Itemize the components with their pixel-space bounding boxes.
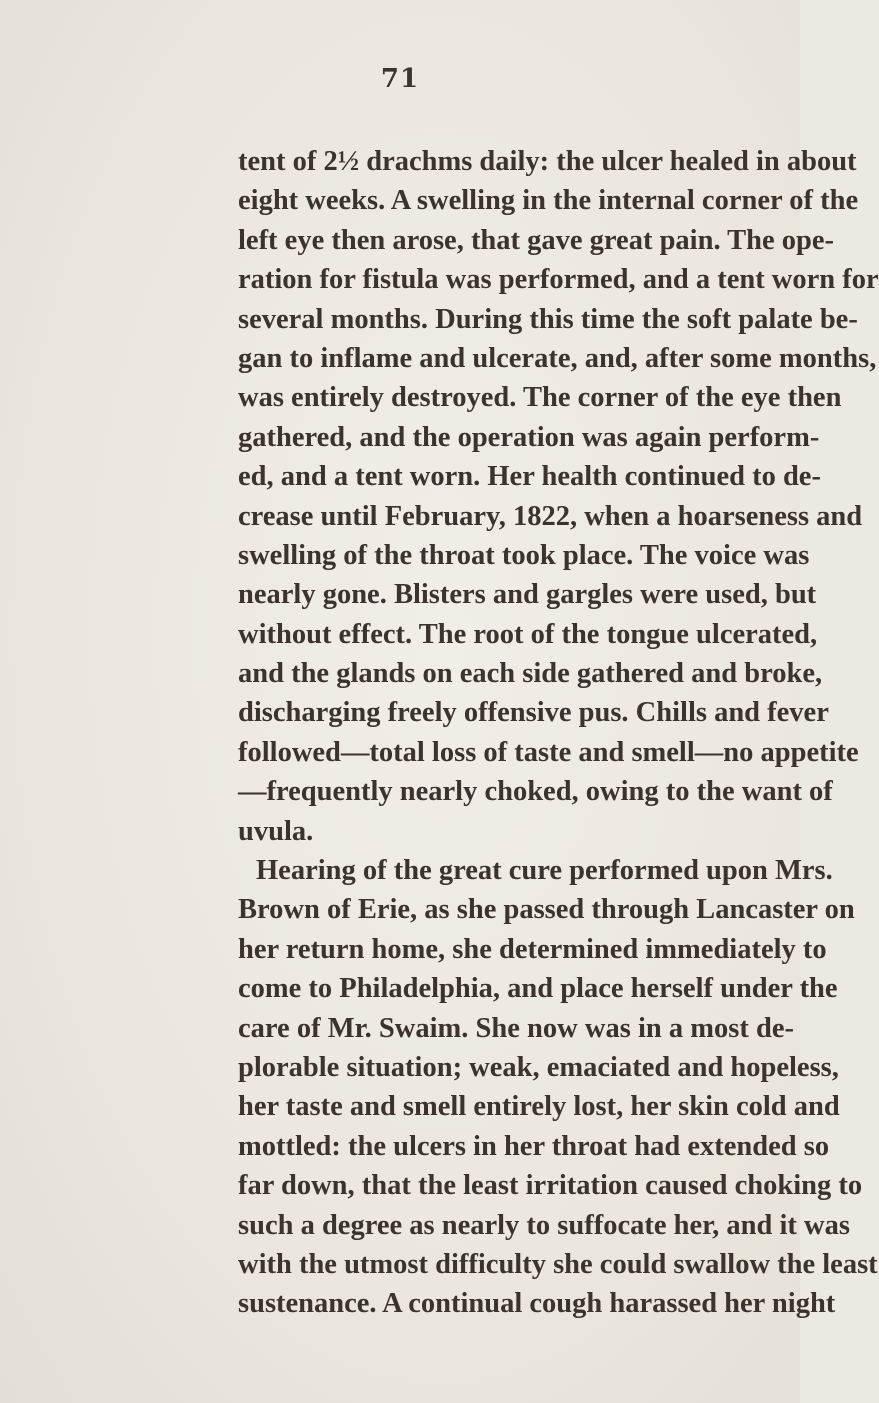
text-line: come to Philadelphia, and place herself under the — [238, 973, 838, 1005]
text-line: such a degree as nearly to suffocate her, and it was — [238, 1209, 850, 1241]
text-line: tent of 2½ drachms daily: the ulcer healed in about — [238, 146, 857, 177]
text-line: left eye then arose, that gave great pain. The ope- — [238, 224, 835, 256]
text-line: her return home, she determined immediately to — [238, 933, 827, 965]
body-text — [238, 142, 879, 1324]
text-line: sustenance. A continual cough harassed her night — [238, 1288, 836, 1320]
text-line: crease until February, 1822, when a hoarseness and — [238, 500, 863, 532]
text-line: followed—total loss of taste and smell—no appetite — [238, 736, 859, 768]
text-line: her taste and smell entirely lost, her skin cold and — [238, 1091, 840, 1123]
text-line: plorable situation; weak, emaciated and hopeless, — [238, 1051, 839, 1083]
text-line: far down, that the least irritation caused choking to — [238, 1170, 863, 1202]
text-line: —frequently nearly choked, owing to the want of — [238, 776, 833, 808]
text-line: swelling of the throat took place. The voice was — [238, 539, 810, 571]
text-line: and the glands on each side gathered and broke, — [238, 658, 823, 690]
page-number: 71 — [380, 64, 420, 94]
text-line: mottled: the ulcers in her throat had extended so — [238, 1130, 830, 1162]
text-line: Hearing of the great cure performed upon Mrs. — [256, 855, 833, 887]
text-line: eight weeks. A swelling in the internal corner of the — [238, 185, 859, 217]
text-line: gathered, and the operation was again perform- — [238, 421, 820, 453]
text-line: with the utmost difficulty she could swallow the least — [238, 1248, 878, 1280]
text-line: uvula. — [238, 815, 314, 847]
text-line: care of Mr. Swaim. She now was in a most de- — [238, 1012, 794, 1044]
text-line: discharging freely offensive pus. Chills and fever — [238, 697, 829, 729]
text-line: nearly gone. Blisters and gargles were used, but — [238, 579, 817, 611]
text-line: without effect. The root of the tongue ulcerated, — [238, 618, 818, 650]
text-line: was entirely destroyed. The corner of the eye then — [238, 382, 842, 414]
text-line: ration for fistula was performed, and a tent worn for — [238, 264, 879, 296]
text-line: ed, and a tent worn. Her health continued to de- — [238, 461, 821, 493]
text-line: gan to inflame and ulcerate, and, after some months, — [238, 342, 877, 374]
text-line: several months. During this time the soft palate be- — [238, 303, 858, 335]
text-line: Brown of Erie, as she passed through Lancaster on — [238, 894, 855, 926]
